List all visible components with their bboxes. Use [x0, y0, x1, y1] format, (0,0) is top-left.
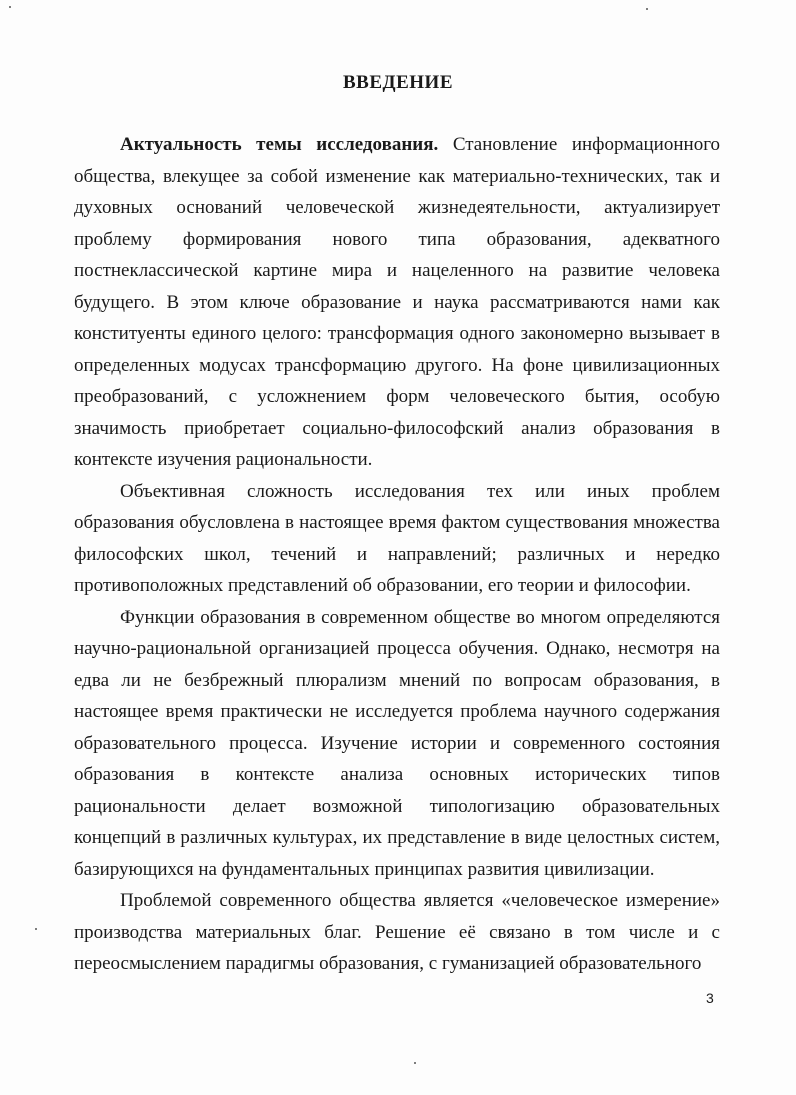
- paragraph-text: Становление информационного общества, влекущее за собой изменение как материально-технических, так и духовных оснований человеческой жизнедеятельности, актуализирует проблему формирования нового типа образования, адекватного постнеклассической картине мира и нацеленного на развитие человека будущего. В этом ключе образование и наука рассматриваются нами как конституенты единого целого: трансформация одного закономерно вызывает в определенных модусах трансформацию другого. На фоне цивилизационных преобразований, с усложнением форм человеческого бытия, особую значимость приобретает социально-философский анализ образования в контексте изучения рациональности.: [74, 134, 721, 470]
- scan-speck: [9, 6, 11, 8]
- scan-speck: [646, 8, 648, 10]
- body-text: [74, 129, 720, 980]
- scan-speck: [414, 1062, 416, 1064]
- paragraph-lead: Актуальность темы исследования.: [120, 134, 439, 155]
- scan-speck: [35, 928, 37, 930]
- page-title: ВВЕДЕНИЕ: [343, 72, 453, 93]
- paragraph-problem: Проблемой современного общества является «человеческое измерение» производства материальных благ. Решение её связано в том числе и с переосмыслением парадигмы образования, с гуманизацией образовательного: [74, 890, 720, 974]
- paragraph-complexity: Объективная сложность исследования тех или иных проблем образования обусловлена в настоящее время фактом существования множества философских школ, течений и направлений; различных и нередко противоположных представлений об образовании, его теории и философии.: [74, 480, 720, 596]
- paragraph-functions: Функции образования в современном обществе во многом определяются научно-рациональной организацией процесса обучения. Однако, несмотря на едва ли не безбрежный плюрализм мнений по вопросам образования, в настоящее время практически не исследуется проблема научного содержания образовательного процесса. Изучение истории и современного состояния образования в контексте анализа основных исторических типов рациональности делает возможной типологизацию образовательных концепций в различных культурах, их представление в виде целостных систем, базирующихся на фундаментальных принципах развития цивилизации.: [74, 606, 720, 880]
- paragraph-relevance: [74, 129, 720, 476]
- page-number: 3: [706, 990, 714, 1006]
